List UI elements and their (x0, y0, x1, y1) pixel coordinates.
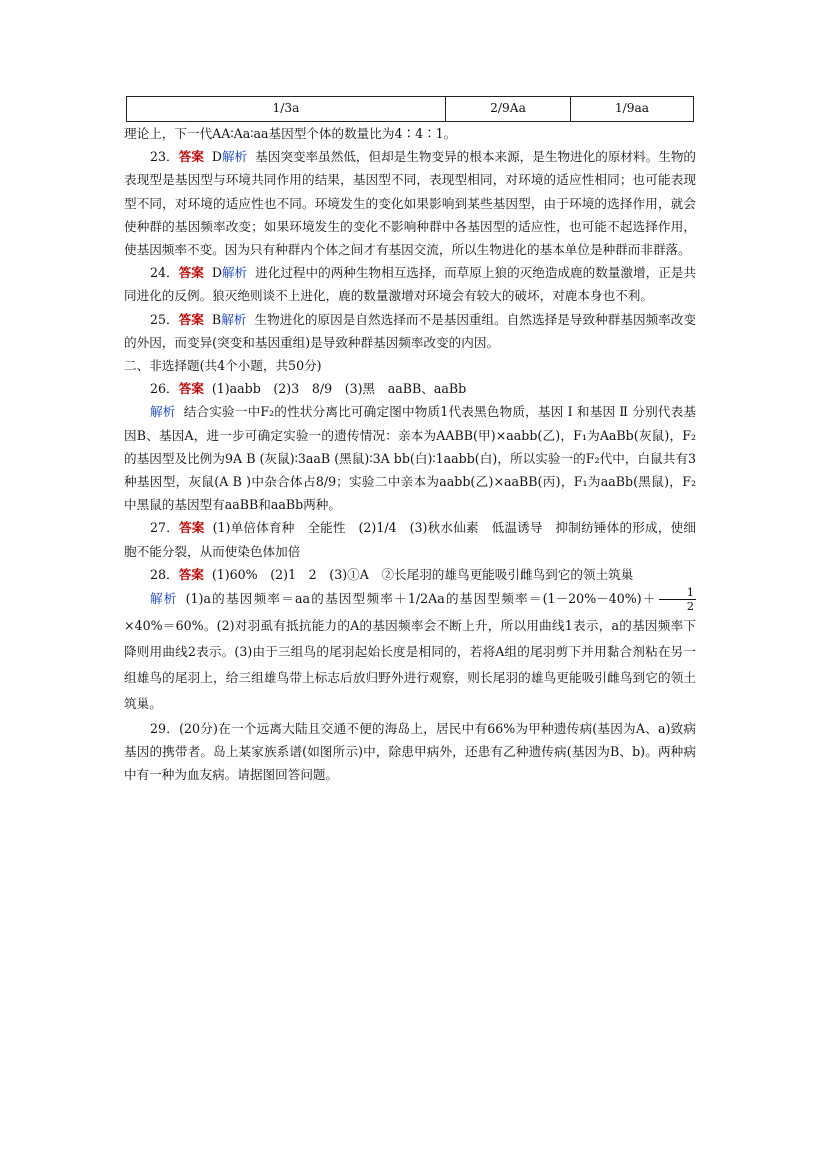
question-26-answer (124, 377, 696, 400)
answer-text: (1)60% (2)1 2 (3)①A ②长尾羽的雄鸟更能吸引雌鸟到它的领土筑巢 (211, 566, 634, 582)
explain-label: 解析 (150, 591, 178, 607)
answer-value: D (211, 265, 222, 281)
question-28-answer (124, 563, 696, 586)
question-number: 24． (150, 265, 179, 281)
table-cell: 2/9Aa (446, 97, 571, 122)
document-page (124, 96, 696, 787)
question-number: 29． (150, 721, 180, 737)
explain-label: 解析 (221, 149, 248, 165)
explanation-text: 进化过程中的两种生物相互选择，而草原上狼的灭绝造成鹿的数量激增，正是共同进化的反例。狼灭绝则谈不上进化，鹿的数量激增对环境会有较大的破坏，对鹿本身也不利。 (124, 265, 697, 304)
question-number: 23． (150, 149, 179, 165)
explain-label: 解析 (221, 265, 248, 281)
answer-label: 答案 (178, 265, 204, 281)
question-28-explanation (124, 586, 696, 717)
fraction-numerator: 1 (659, 586, 696, 600)
table-row (127, 97, 694, 122)
explanation-text: 结合实验一中F₂的性状分离比可确定图中物质1代表黑色物质，基因 Ⅰ 和基因 Ⅱ 分别代表基因B、基因A，进一步可确定实验一的遗传情况：亲本为AABB(甲)×aabb(乙)，F₁为AaBb(灰鼠)，F₂的基因型及比例为9A B (灰鼠)∶3aaB (黑鼠)∶3A bb(白)∶1aabb(白)，所以实验一的F₂代中，白鼠共有3种基因型，灰鼠(A B )中杂合体占8/9；实验二中亲本为aabb(乙)×aaBB(丙)，F₁为aaBb(黑鼠)，F₂中黑鼠的基因型有aaBB和aaBb两种。 (124, 404, 696, 513)
section-heading: 二、非选择题(共4个小题，共50分) (124, 358, 322, 374)
explanation-text-continued: ×40%＝60%。(2)对羽虱有抵抗能力的A的基因频率会不断上升，所以用曲线1表示，a的基因频率下降则用曲线2表示。(3)由于三组鸟的尾羽起始长度是相同的，若将A组的尾羽剪下并用黏合剂粘在另一组雄鸟的尾羽上，给三组雄鸟带上标志后放归野外进行观察，则长尾羽的雄鸟更能吸引雌鸟到它的领土筑巢。 (124, 618, 696, 712)
question-29 (124, 717, 696, 787)
explain-label: 解析 (221, 311, 247, 327)
question-number: 28． (150, 566, 179, 582)
answer-label: 答案 (178, 566, 204, 582)
question-text: (20分)在一个远离大陆且交通不便的海岛上，居民中有66%为甲种遗传病(基因为A、a)致病基因的携带者。岛上某家族系谱(如图所示)中，除患甲病外，还患有乙种遗传病(基因为B、b)。两种病中有一种为血友病。请据图回答问题。 (124, 721, 696, 783)
question-number: 27． (150, 520, 180, 536)
question-27 (124, 516, 696, 562)
table-cell: 1/9aa (571, 97, 694, 122)
question-23 (124, 145, 696, 261)
explanation-text: (1)a的基因频率＝aa的基因型频率＋1/2Aa的基因型频率＝(1－20%－40%)＋ (185, 591, 657, 607)
explanation-text: 基因突变率虽然低，但却是生物变异的根本来源，是生物进化的原材料。生物的表现型是基因型与环境共同作用的结果，基因型不同，表现型相同，对环境的适应性相同；也可能表现型不同，对环境的适应性也不同。环境发生的变化如果影响到某些基因型，由于环境的选择作用，就会使种群的基因频率改变；如果环境发生的变化不影响种群中各基因型的适应性，也可能不起选择作用，使基因频率不变。因为只有种群内个体之间才有基因交流，所以生物进化的基本单位是种群而非群落。 (124, 149, 697, 258)
answer-text: (1)aabb (2)3 8/9 (3)黑 aaBB、aaBb (211, 381, 467, 397)
question-24 (124, 261, 696, 307)
genotype-table (126, 96, 694, 122)
answer-label: 答案 (178, 381, 204, 397)
answer-label: 答案 (178, 149, 204, 165)
question-25 (124, 308, 696, 354)
fraction-denominator: 2 (686, 599, 695, 614)
explanation-text: 生物进化的原因是自然选择而不是基因重组。自然选择是导致种群基因频率改变的外因，而变异(突变和基因重组)是导致种群基因频率改变的内因。 (124, 311, 697, 350)
question-number: 25． (150, 311, 179, 327)
answer-value: D (211, 149, 222, 165)
answer-label: 答案 (178, 311, 204, 327)
answer-value: B (211, 311, 222, 327)
fraction (659, 586, 696, 613)
question-26-explanation (124, 400, 696, 516)
question-number: 26． (150, 381, 179, 397)
ratio-line: 理论上，下一代AA∶Aa∶aa基因型个体的数量比为4∶4∶1。 (124, 126, 457, 141)
answer-text: (1)单倍体育种 全能性 (2)1/4 (3)秋水仙素 低温诱导 抑制纺锤体的形成，使细胞不能分裂，从而使染色体加倍 (124, 520, 696, 559)
table-cell: 1/3a (127, 97, 446, 122)
explain-label: 解析 (150, 404, 176, 420)
answer-label: 答案 (179, 520, 205, 536)
